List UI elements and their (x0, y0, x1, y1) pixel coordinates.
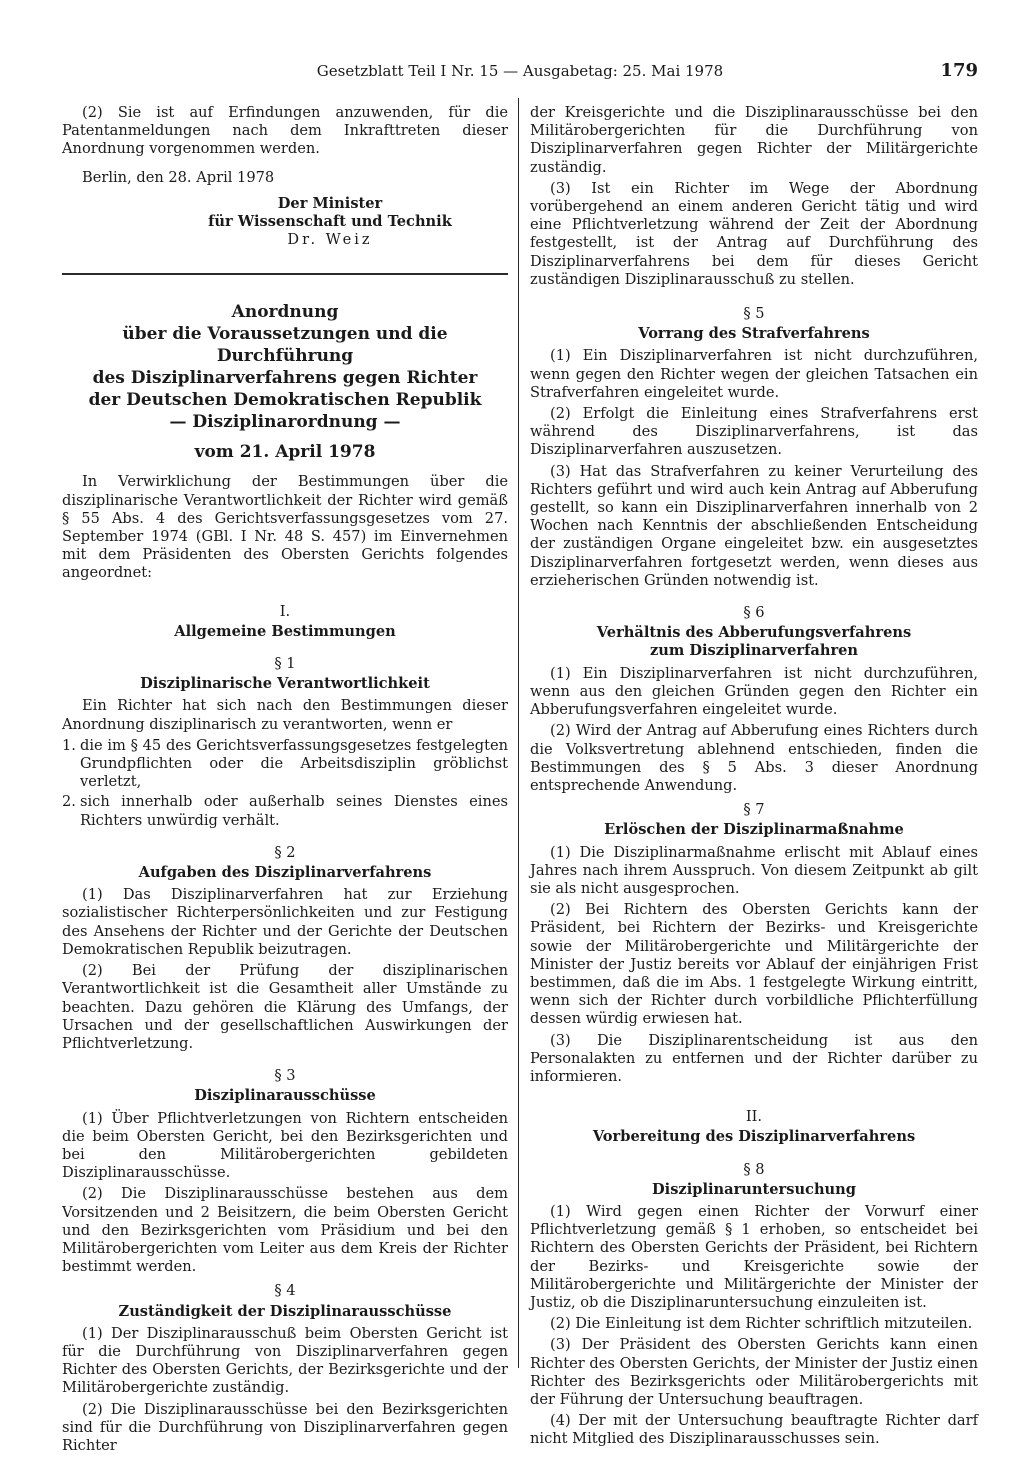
section-title: Zuständigkeit der Disziplinarausschüsse (118, 1302, 452, 1320)
place-date: Berlin, den 28. April 1978 (82, 168, 275, 186)
part-number: I. (279, 602, 291, 620)
paragraph: (1) Die Disziplinarmaßnahme erlischt mit Ablauf eines Jahres nach ihrem Ausspruch. Von diesem Zeitpunkt ab gilt sie als nicht ausgesprochen. (530, 843, 978, 897)
paragraph: (1) Der Disziplinarausschuß beim Obersten Gericht ist für die Durchführung von Disziplinarverfahren gegen Richter des Obersten Gerichts, der Bezirksgerichte und der Militärobergerichte zuständig. (62, 1324, 508, 1397)
paragraph: (1) Ein Disziplinarverfahren ist nicht durchzuführen, wenn aus den gleichen Gründen gegen den Richter ein Abberufungsverfahren eingeleitet wurde. (530, 664, 978, 719)
paragraph: (3) Der Präsident des Obersten Gerichts kann einen Richter des Obersten Gerichts, der Minister der Justiz einen Richter des Bezirksgerichts oder Militärobergerichts mit der Führung der Untersuchung beauftragen. (530, 1336, 978, 1408)
paragraph: (3) Ist ein Richter im Wege der Abordnung vorübergehend an einem anderen Gericht tätig und wird eine Pflichtverletzung während der Zeit der Abordnung festgestellt, ist der Antrag auf Durchführung des Disziplinarverfahrens bei dem für dieses Gericht zuständigen Disziplinarausschuß zu stellen. (530, 179, 978, 288)
paragraph: (2) Bei Richtern des Obersten Gerichts kann der Präsident, bei Richtern der Bezirks- und Kreisgerichte sowie der Militärobergerichte und Militärgerichte der Minister der Justiz bereits vor Ablauf der einjährigen Frist bestimmen, daß die im Abs. 1 festgelegte Wirkung eintritt, wenn sich der Richter durch vorbildliche Pflichterfüllung dessen würdig erwiesen hat. (530, 901, 978, 1028)
part-title: Vorbereitung des Disziplinarverfahrens (592, 1128, 916, 1146)
section-number: § 3 (274, 1067, 296, 1085)
right-column (530, 104, 978, 1452)
paragraph: (2) Erfolgt die Einleitung eines Strafverfahrens erst während des Disziplinarverfahrens, ist das Disziplinarverfahren auszusetzen. (530, 405, 978, 459)
section-divider (62, 273, 508, 275)
title-line: — Disziplinarordnung — (169, 412, 401, 433)
section-title: Vorrang des Strafverfahrens (638, 325, 870, 343)
paragraph: (1) Das Disziplinarverfahren hat zur Erziehung sozialistischer Richterpersönlichkeiten und zur Festigung des Ansehens der Richter und der Gerichte der Deutschen Demokratischen Republik beizutragen. (62, 886, 508, 958)
list-item (62, 737, 508, 792)
section-number: § 5 (743, 305, 765, 323)
paragraph: (2) Wird der Antrag auf Abberufung eines Richters durch die Volksvertretung ablehnend entschieden, finden die Bestimmungen des § 5 Abs. 3 dieser Anordnung entsprechende Anwendung. (530, 722, 978, 794)
ordinance-date: vom 21. April 1978 (194, 442, 376, 463)
gazette-title: Gesetzblatt Teil I Nr. 15 — Ausgabetag: 25. Mai 1978 (316, 62, 724, 80)
title-line: des Disziplinarverfahrens gegen Richter (92, 368, 478, 389)
paragraph: (1) Über Pflichtverletzungen von Richtern entscheiden die beim Obersten Gericht, bei den Bezirksgerichten und bei den Militärobergerichten gebildeten Disziplinarausschüsse. (62, 1109, 508, 1182)
list-number: 2. (62, 793, 76, 811)
section-title: Erlöschen der Disziplinarmaßnahme (604, 821, 904, 839)
page-number: 179 (940, 60, 978, 81)
paragraph: (1) Wird gegen einen Richter der Vorwurf einer Pflichtverletzung gemäß § 1 erhoben, so entscheidet bei Richtern des Obersten Gerichts der Präsident, bei Richtern der Bezirks- und Kreisgerichte sowie der Militärobergerichte und Militärgerichte der Minister der Justiz, ob die Disziplinaruntersuchung einzuleiten ist. (530, 1202, 978, 1311)
list-number: 1. (62, 736, 76, 754)
section-number: § 6 (743, 604, 765, 622)
paragraph: (2) Sie ist auf Erfindungen anzuwenden, für die Patentanmeldungen nach dem Inkrafttreten dieser Anordnung vorgenommen werden. (62, 104, 508, 158)
section-title: Disziplinarausschüsse (194, 1087, 376, 1105)
list-text: die im § 45 des Gerichtsverfassungsgesetzes festgelegten Grundpflichten oder die Arbeitsdisziplin gröblichst verletzt, (80, 736, 508, 791)
title-line: über die Voraussetzungen und die Durchführung (122, 324, 448, 367)
list-text: sich innerhalb oder außerhalb seines Dienstes eines Richters unwürdig verhält. (80, 793, 508, 829)
paragraph: (3) Hat das Strafverfahren zu keiner Verurteilung des Richters geführt und wird auch kein Antrag auf Abberufung gestellt, so kann ein Disziplinarverfahren innerhalb von 2 Wochen nach Kenntnis der abschließenden Entscheidung der zuständigen Organe eingeleitet bzw. ein ausgesetztes Disziplinarverfahren fortgesetzt werden, wenn dieses aus erzieherischen Gründen notwendig ist. (530, 462, 978, 589)
section-number: § 1 (274, 655, 296, 673)
section-title: Disziplinaruntersuchung (652, 1180, 856, 1198)
part-title: Allgemeine Bestimmungen (174, 622, 396, 640)
paragraph: (1) Ein Disziplinarverfahren ist nicht durchzuführen, wenn gegen den Richter wegen der gleichen Tatsachen ein Strafverfahren eingeleitet wurde. (530, 347, 978, 401)
paragraph: (4) Der mit der Untersuchung beauftragte Richter darf nicht Mitglied des Disziplinarausschusses sein. (530, 1412, 978, 1448)
section-number: § 4 (274, 1282, 296, 1300)
preamble: In Verwirklichung der Bestimmungen über die disziplinarische Verantwortlichkeit der Richter wird gemäß § 55 Abs. 4 des Gerichtsverfassungsgesetzes vom 27. September 1974 (GBl. I Nr. 48 S. 457) im Einvernehmen mit dem Präsidenten des Obersten Gerichts folgendes angeordnet: (62, 473, 508, 582)
page-header (62, 60, 978, 86)
section-title: Disziplinarische Verantwortlichkeit (140, 675, 430, 693)
left-column (62, 104, 508, 1458)
section-number: § 7 (743, 801, 765, 819)
paragraph: (2) Die Einleitung ist dem Richter schriftlich mitzuteilen. (550, 1315, 973, 1333)
column-divider (518, 98, 519, 1368)
title-line: der Deutschen Demokratischen Republik (88, 390, 482, 411)
paragraph: (2) Bei der Prüfung der disziplinarischen Verantwortlichkeit ist die Gesamtheit aller Umstände zu beachten. Dazu gehören die Klärung des Umfangs, der Ursachen und der gesellschaftlichen Auswirkungen der Pflichtverletzung. (62, 962, 508, 1052)
paragraph: (2) Die Disziplinarausschüsse bei den Bezirksgerichten sind für die Durchführung von Disziplinarverfahren gegen Richter (62, 1400, 508, 1454)
paragraph: Ein Richter hat sich nach den Bestimmungen dieser Anordnung disziplinarisch zu verantworten, wenn er (62, 697, 508, 733)
title-line: Anordnung (231, 302, 339, 323)
paragraph: der Kreisgerichte und die Disziplinarausschüsse bei den Militärobergerichten für die Durchführung von Disziplinarverfahren gegen Richter der Militärgerichte zuständig. (530, 104, 978, 176)
section-title: Aufgaben des Disziplinarverfahrens (138, 864, 432, 882)
signature-block (152, 195, 508, 250)
list-item (62, 793, 508, 829)
paragraph: (2) Die Disziplinarausschüsse bestehen aus dem Vorsitzenden und 2 Beisitzern, die beim Obersten Gericht und den Bezirksgerichten vom Präsidium und bei den Militärobergerichten vom Leiter aus dem Kreis der Richter bestimmt werden. (62, 1185, 508, 1276)
ministry-name: für Wissenschaft und Technik (208, 213, 452, 231)
section-number: § 8 (743, 1160, 765, 1178)
minister-name: Dr. Weiz (287, 231, 373, 249)
section-number: § 2 (274, 843, 296, 861)
minister-title: Der Minister (277, 194, 383, 212)
paragraph: (3) Die Disziplinarentscheidung ist aus den Personalakten zu entfernen und der Richter darüber zu informieren. (530, 1031, 978, 1085)
section-title: Verhältnis des Abberufungsverfahrens (596, 624, 912, 642)
section-title: zum Disziplinarverfahren (649, 642, 859, 660)
part-number: II. (745, 1108, 763, 1126)
ordinance-title (62, 301, 508, 463)
